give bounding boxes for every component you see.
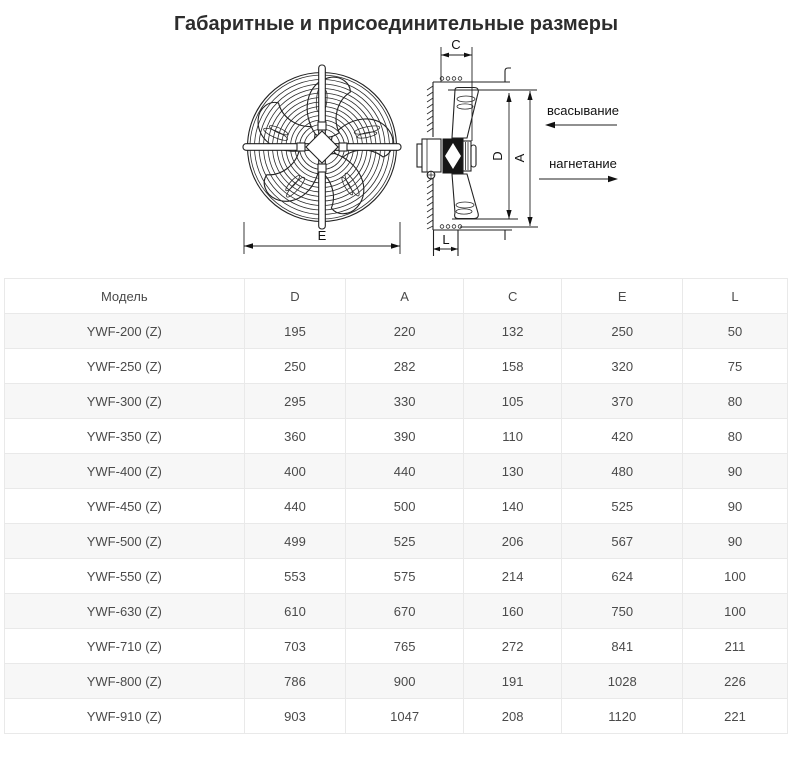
airflow-labels [539,103,619,182]
dimensions-table [4,278,788,734]
discharge-label: нагнетание [549,156,617,171]
header-model: Модель [5,279,245,314]
table-row: YWF-200 (Z) 195 220 132 250 50 [5,314,788,349]
table-row: YWF-450 (Z) 440 500 140 525 90 [5,489,788,524]
model-cell: YWF-200 (Z) [5,314,245,349]
table-row: YWF-800 (Z) 786 900 191 1028 226 [5,664,788,699]
header-e: E [562,279,683,314]
model-cell: YWF-710 (Z) [5,629,245,664]
dim-d-label: D [490,151,505,161]
model-cell: YWF-800 (Z) [5,664,245,699]
discharge-arrow [539,176,618,182]
suction-arrow [545,122,617,128]
table-row: YWF-400 (Z) 400 440 130 480 90 [5,454,788,489]
model-cell: YWF-450 (Z) [5,489,245,524]
fan-dimensions-diagram [0,38,792,266]
model-cell: YWF-350 (Z) [5,419,245,454]
table-row: YWF-910 (Z) 903 1047 208 1120 221 [5,699,788,734]
table-row: YWF-350 (Z) 360 390 110 420 80 [5,419,788,454]
dim-a-label: A [512,153,527,163]
model-cell: YWF-400 (Z) [5,454,245,489]
model-cell: YWF-500 (Z) [5,524,245,559]
fan-side-view [417,38,538,256]
header-a: A [346,279,463,314]
table-row: YWF-550 (Z) 553 575 214 624 100 [5,559,788,594]
header-d: D [244,279,346,314]
table-row: YWF-710 (Z) 703 765 272 841 211 [5,629,788,664]
table-row: YWF-500 (Z) 499 525 206 567 90 [5,524,788,559]
fan-front-view [243,65,401,254]
page-title: Габаритные и присоединительные размеры [173,13,619,35]
dim-e-label: E [317,228,327,243]
header-l: L [683,279,788,314]
model-cell: YWF-300 (Z) [5,384,245,419]
table-row: YWF-630 (Z) 610 670 160 750 100 [5,594,788,629]
model-cell: YWF-630 (Z) [5,594,245,629]
dim-l-label: L [442,232,450,247]
model-cell: YWF-250 (Z) [5,349,245,384]
motor-assembly [417,139,476,179]
table-header-row [5,279,788,314]
model-cell: YWF-910 (Z) [5,699,245,734]
dimension-l [433,232,458,251]
dim-c-label: C [451,38,461,52]
table-row: YWF-300 (Z) 295 330 105 370 80 [5,384,788,419]
model-cell: YWF-550 (Z) [5,559,245,594]
table-row: YWF-250 (Z) 250 282 158 320 75 [5,349,788,384]
header-c: C [463,279,562,314]
suction-label: всасывание [547,103,619,118]
